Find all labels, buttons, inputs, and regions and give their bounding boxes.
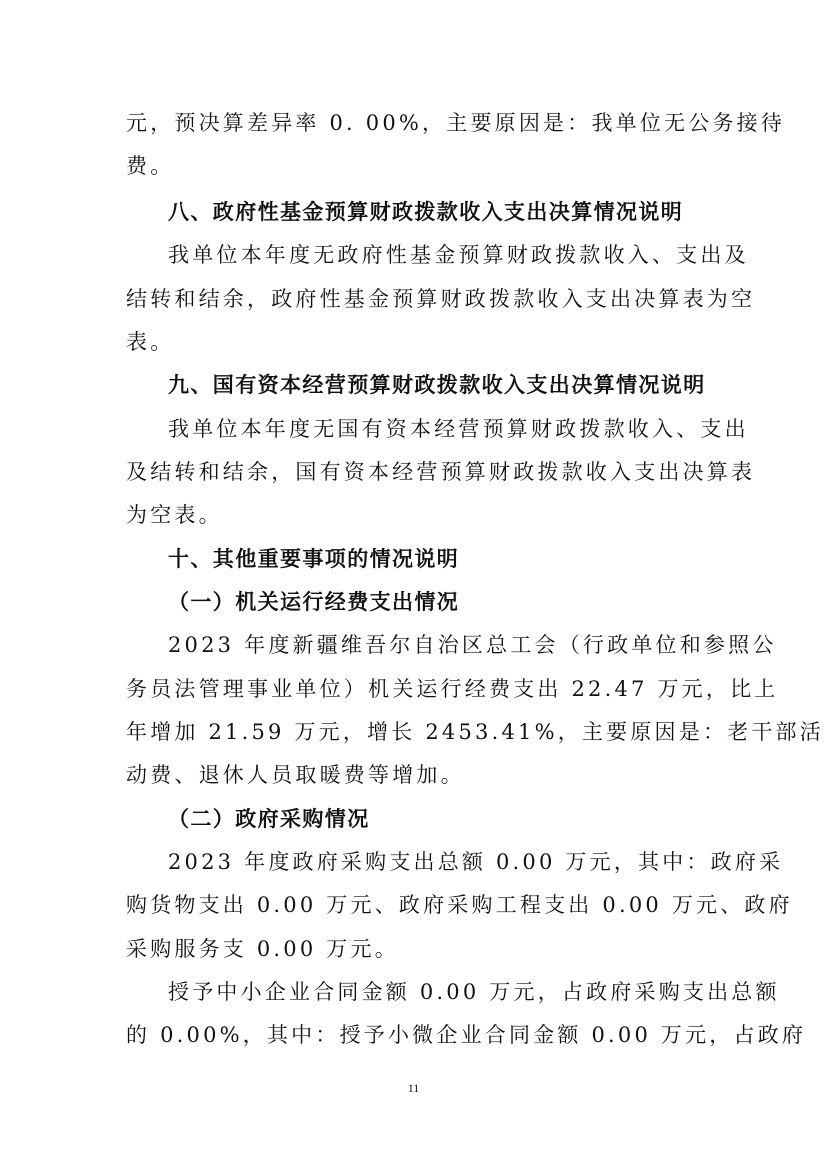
section-heading-9: 九、国有资本经营预算财政拨款收入支出决算情况说明 <box>168 373 706 397</box>
section-heading-8: 八、政府性基金预算财政拨款收入支出决算情况说明 <box>168 200 684 224</box>
paragraph-line: 的 0.00%，其中：授予小微企业合同金额 0.00 万元，占政府 <box>126 1023 807 1047</box>
paragraph-line: 我单位本年度无政府性基金预算财政拨款收入、支出及 <box>168 243 749 267</box>
paragraph-line: 2023 年度新疆维吾尔自治区总工会（行政单位和参照公 <box>168 633 777 657</box>
paragraph-line: 年增加 21.59 万元，增长 2453.41%，主要原因是：老干部活 <box>126 720 824 744</box>
subsection-heading-1: （一）机关运行经费支出情况 <box>168 590 460 614</box>
paragraph-line: 及结转和结余，国有资本经营预算财政拨款收入支出决算表 <box>126 460 756 484</box>
subsection-heading-2: （二）政府采购情况 <box>168 807 370 831</box>
paragraph-line: 动费、退休人员取暖费等增加。 <box>126 763 465 787</box>
paragraph-line: 为空表。 <box>126 503 223 527</box>
paragraph-line: 授予中小企业合同金额 0.00 万元，占政府采购支出总额 <box>168 980 780 1004</box>
paragraph-line: 采购服务支 0.00 万元。 <box>126 937 399 961</box>
paragraph-line: 结转和结余，政府性基金预算财政拨款收入支出决算表为空 <box>126 287 756 311</box>
paragraph-line: 务员法管理事业单位）机关运行经费支出 22.47 万元，比上 <box>126 677 779 701</box>
paragraph-line: 费。 <box>126 154 175 178</box>
paragraph-line: 2023 年度政府采购支出总额 0.00 万元，其中：政府采 <box>168 850 784 874</box>
paragraph-line: 元，预决算差异率 0. 00%，主要原因是：我单位无公务接待 <box>126 111 786 135</box>
page-number: 11 <box>407 1081 420 1095</box>
section-heading-10: 十、其他重要事项的情况说明 <box>168 547 460 571</box>
paragraph-line: 我单位本年度无国有资本经营预算财政拨款收入、支出 <box>168 417 749 441</box>
paragraph-line: 购货物支出 0.00 万元、政府采购工程支出 0.00 万元、政府 <box>126 893 793 917</box>
paragraph-line: 表。 <box>126 330 175 354</box>
